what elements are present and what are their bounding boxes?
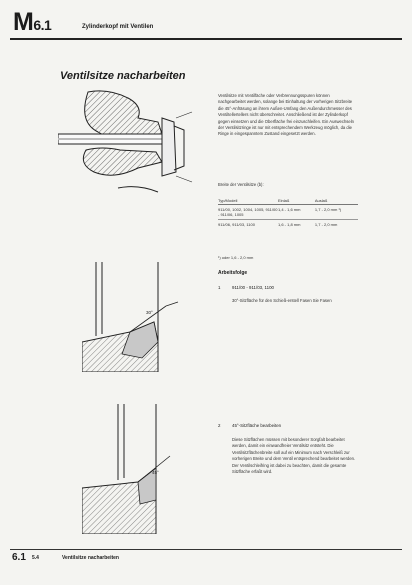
- outlet-cell: 1,7 - 2,0 mm: [315, 220, 358, 230]
- step-1-text: 30°-Sitzfläche für den Schieß-erstell Fasen Sie Fasen: [232, 298, 332, 303]
- intro-paragraph: Ventilsitze mit Ventilfäche oder Verbrennungsspuren können nachgearbeitet werden, solange bei Einhaltung der vorherigen Sitzbreite die 45°-Anfräsung an ihrem Außen-Umfang den Außendurchmesser des Ventiltellertellers nicht überschreitet. Anschließend ist der Zylinderkopf gegen einsetzen und die Oberfläche frei einzuschleifen. Ein Auswechseln der Ventilsitzringe ist nur mit entsprechendem Werkzeug möglich, da die Ringe in eingespanntem Zustand eingesetzt werden.: [218, 93, 354, 137]
- chapter-heading: [13, 10, 51, 38]
- column-header: Auslaß: [315, 197, 358, 205]
- seat-width-table: [218, 197, 358, 230]
- model-cell: 911/06, 911/03, 1100: [218, 220, 278, 230]
- footer-page-number: 6.1: [12, 552, 26, 563]
- step-heading: 45°-Sitzfläche bearbeiten: [232, 423, 282, 428]
- table-header-row: [218, 197, 358, 205]
- angle-label-45: 45°: [152, 470, 159, 475]
- seat-30-figure: [82, 262, 184, 372]
- chapter-letter: M: [13, 8, 34, 36]
- steps-title: Arbeitsfolge: [218, 270, 248, 276]
- inlet-cell: 1,6 - 1,8 mm: [278, 220, 315, 230]
- table-footnote: ¹) oder 1,6 - 2,0 mm: [218, 255, 254, 260]
- chapter-title: Zylinderkopf mit Ventilen: [82, 24, 154, 30]
- header-rule: [10, 38, 402, 40]
- cylinder-head-figure: [58, 88, 208, 200]
- table-row: [218, 205, 358, 220]
- step-1-heading: [218, 285, 274, 290]
- step-2-text: Diese Sitzflächen müssen mit besonderer Sorgfalt bearbeitet werden, damit ein einwandfreier Ventilsitz entsteht. Die Ventilsitzflächenbreite soll auf ein Minimum nach Verschleiß zur vorherigen Breite und dem Ventil entsprechend bearbeitet werden. Der Ventilschleifring ist dabei zu beachten, damit die gesamte Sitzfläche erfaßt wird.: [232, 437, 356, 475]
- chapter-number: 6.1: [33, 17, 52, 33]
- step-number: 1: [218, 285, 221, 290]
- outlet-cell: 1,7 - 2,0 mm ¹): [314, 207, 342, 212]
- step-number: 2: [218, 423, 221, 428]
- seat-table-caption: Breite der Ventilsitze (b):: [218, 182, 264, 187]
- inlet-cell: 1,4 - 1,6 mm: [278, 207, 301, 212]
- step-heading: 911/00 - 911/03, 1100: [232, 285, 274, 290]
- section-title: Ventilsitze nacharbeiten: [60, 70, 186, 82]
- footer-subsection: 5.4: [32, 555, 39, 561]
- footer-title: Ventilsitze nacharbeiten: [62, 555, 119, 561]
- seat-45-figure: [82, 404, 192, 534]
- column-header: Typ/Modell: [218, 197, 278, 205]
- table-row: [218, 220, 358, 230]
- step-2-heading: [218, 423, 281, 428]
- angle-label-30: 30°: [146, 310, 153, 315]
- model-cell: 911/00, 1002, 1004, 1005, 911/00 - 911/06, 1005: [218, 207, 278, 218]
- column-header: Einlaß: [278, 197, 315, 205]
- footer-rule: [10, 549, 402, 550]
